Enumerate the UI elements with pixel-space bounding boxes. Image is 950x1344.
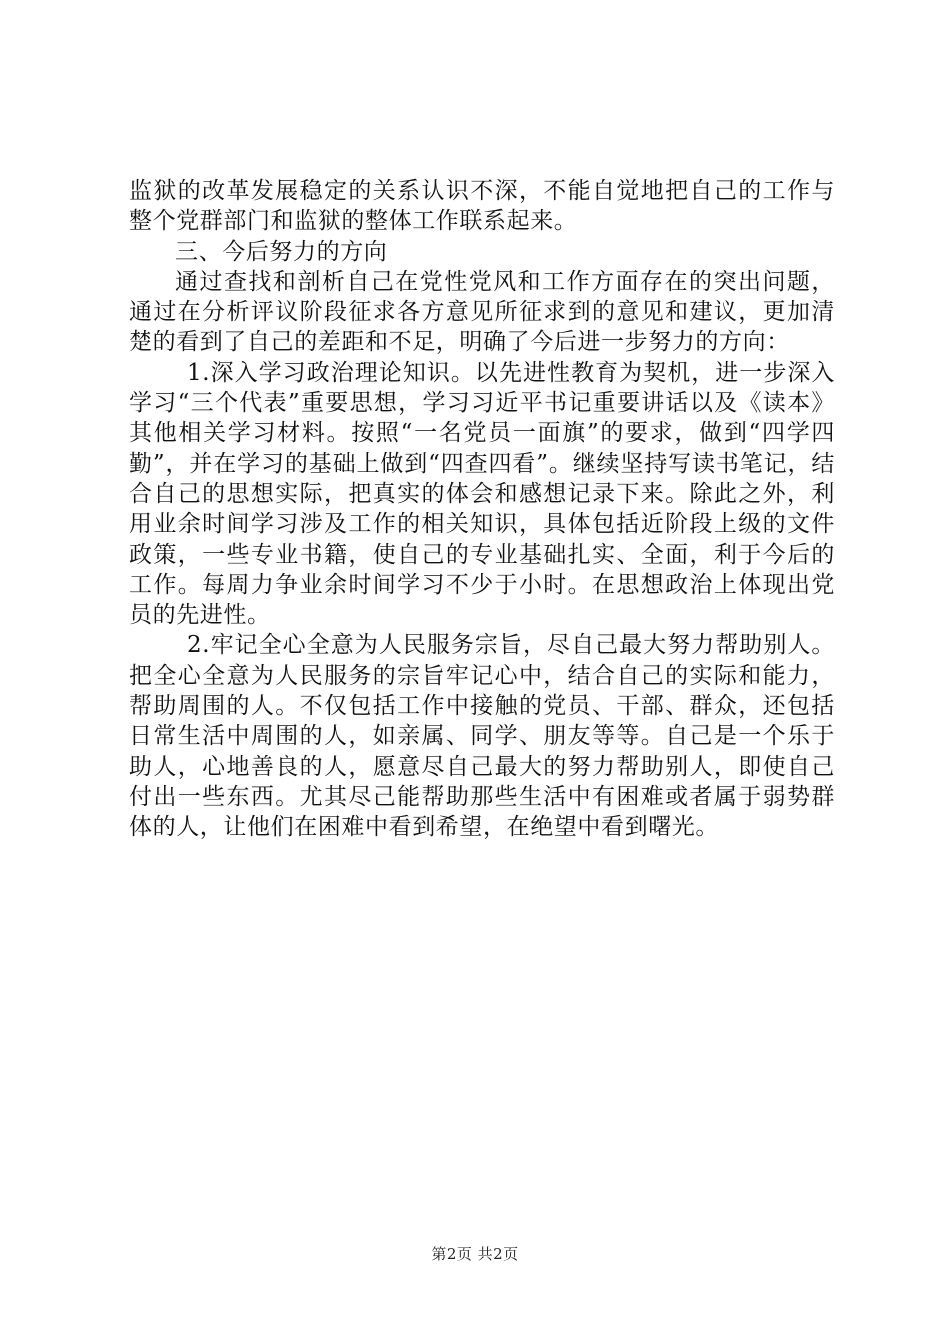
document-body bbox=[129, 176, 835, 843]
section-heading: 三、今后努力的方向 bbox=[175, 238, 388, 265]
paragraph-continuation: 监狱的改革发展稳定的关系认识不深，不能自觉地把自己的工作与整个党群部门和监狱的整体工作联系起来。 bbox=[129, 178, 835, 235]
paragraph-item-1: 1.深入学习政治理论知识。以先进性教育为契机，进一步深入学习“三个代表”重要思想，学习习近平书记重要讲话以及《读本》其他相关学习材料。按照“一名党员一面旗”的要求，做到“四学四勤”，并在学习的基础上做到“四查四看”。继续坚持写读书笔记，结合自己的思想实际，把真实的体会和感想记录下来。除此之外，利用业余时间学习涉及工作的相关知识，具体包括近阶段上级的文件政策，一些专业书籍，使自己的专业基础扎实、全面，利于今后的工作。每周力争业余时间学习不少于小时。在思想政治上体现出党员的先进性。 bbox=[129, 359, 835, 629]
paragraph-item-2: 2.牢记全心全意为人民服务宗旨，尽自己最大努力帮助别人。把全心全意为人民服务的宗旨牢记心中，结合自己的实际和能力，帮助周围的人。不仅包括工作中接触的党员、干部、群众，还包括日常生活中周围的人，如亲属、同学、朋友等等。自己是一个乐于助人，心地善良的人，愿意尽自己最大的努力帮助别人，即使自己付出一些东西。尤其尽己能帮助那些生活中有困难或者属于弱势群体的人，让他们在困难中看到希望，在绝望中看到曙光。 bbox=[129, 632, 835, 841]
page-footer: 第2页 共2页 bbox=[431, 1245, 519, 1263]
paragraph-intro: 通过查找和剖析自己在党性党风和工作方面存在的突出问题，通过在分析评议阶段征求各方意见所征求到的意见和建议，更加清楚的看到了自己的差距和不足，明确了今后进一步努力的方向： bbox=[129, 268, 835, 356]
